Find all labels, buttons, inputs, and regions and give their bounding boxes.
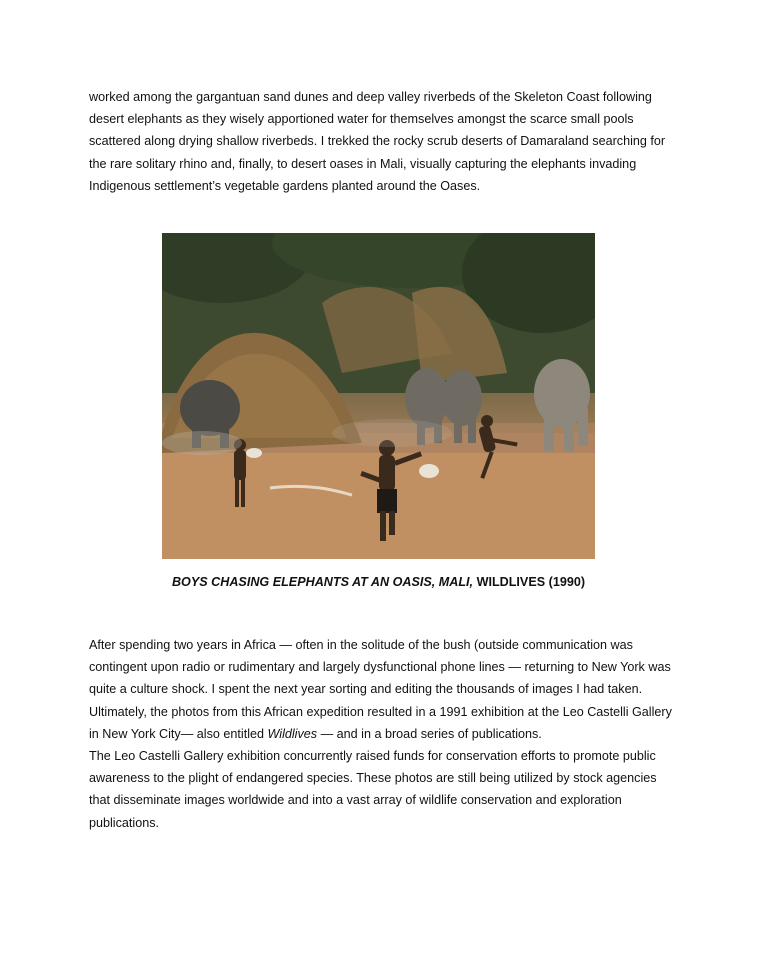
caption-series: WILDLIVES (1990): [476, 575, 586, 589]
paragraph-exhibition: The Leo Castelli Gallery exhibition concurrently raised funds for conservation efforts to promote public awareness to the plight of endangered species. These photos are still being utilized by stock agencies that disseminate images worldwide and into a vast array of wildlife conservation and exploration publications.: [89, 749, 657, 830]
paragraph-return-text: After spending two years in Africa — often in the solitude of the bush (outside communication was contingent upon radio or rudimentary and largely dysfunctional phone lines — returning to New York was quite a culture shock. I spent the next year sorting and editing the thousands of images I had taken. Ultimately, the photos from this African expedition resulted in a 1991 exhibition at the Leo Castelli Gallery in New York City— also entitled: [89, 638, 672, 741]
wildlives-title: Wildlives: [267, 726, 318, 741]
photo-illustration: [162, 233, 595, 559]
elephant-photo: [162, 233, 595, 559]
photo-caption: [0, 573, 757, 591]
caption-title: BOYS CHASING ELEPHANTS AT AN OASIS, MALI,: [171, 575, 474, 589]
paragraph-return: [89, 634, 681, 745]
paragraph-return-end: — and in a broad series of publications.: [317, 726, 542, 741]
paragraph-intro: worked among the gargantuan sand dunes and deep valley riverbeds of the Skeleton Coast following desert elephants as they wisely apportioned water for themselves amongst the scarce small pools scattered along drying shallow riverbeds. I trekked the rocky scrub deserts of Damaraland searching for the rare solitary rhino and, finally, to desert oases in Mali, visually capturing the elephants invading Indigenous settlement’s vegetable gardens planted around the Oases.: [89, 90, 666, 193]
